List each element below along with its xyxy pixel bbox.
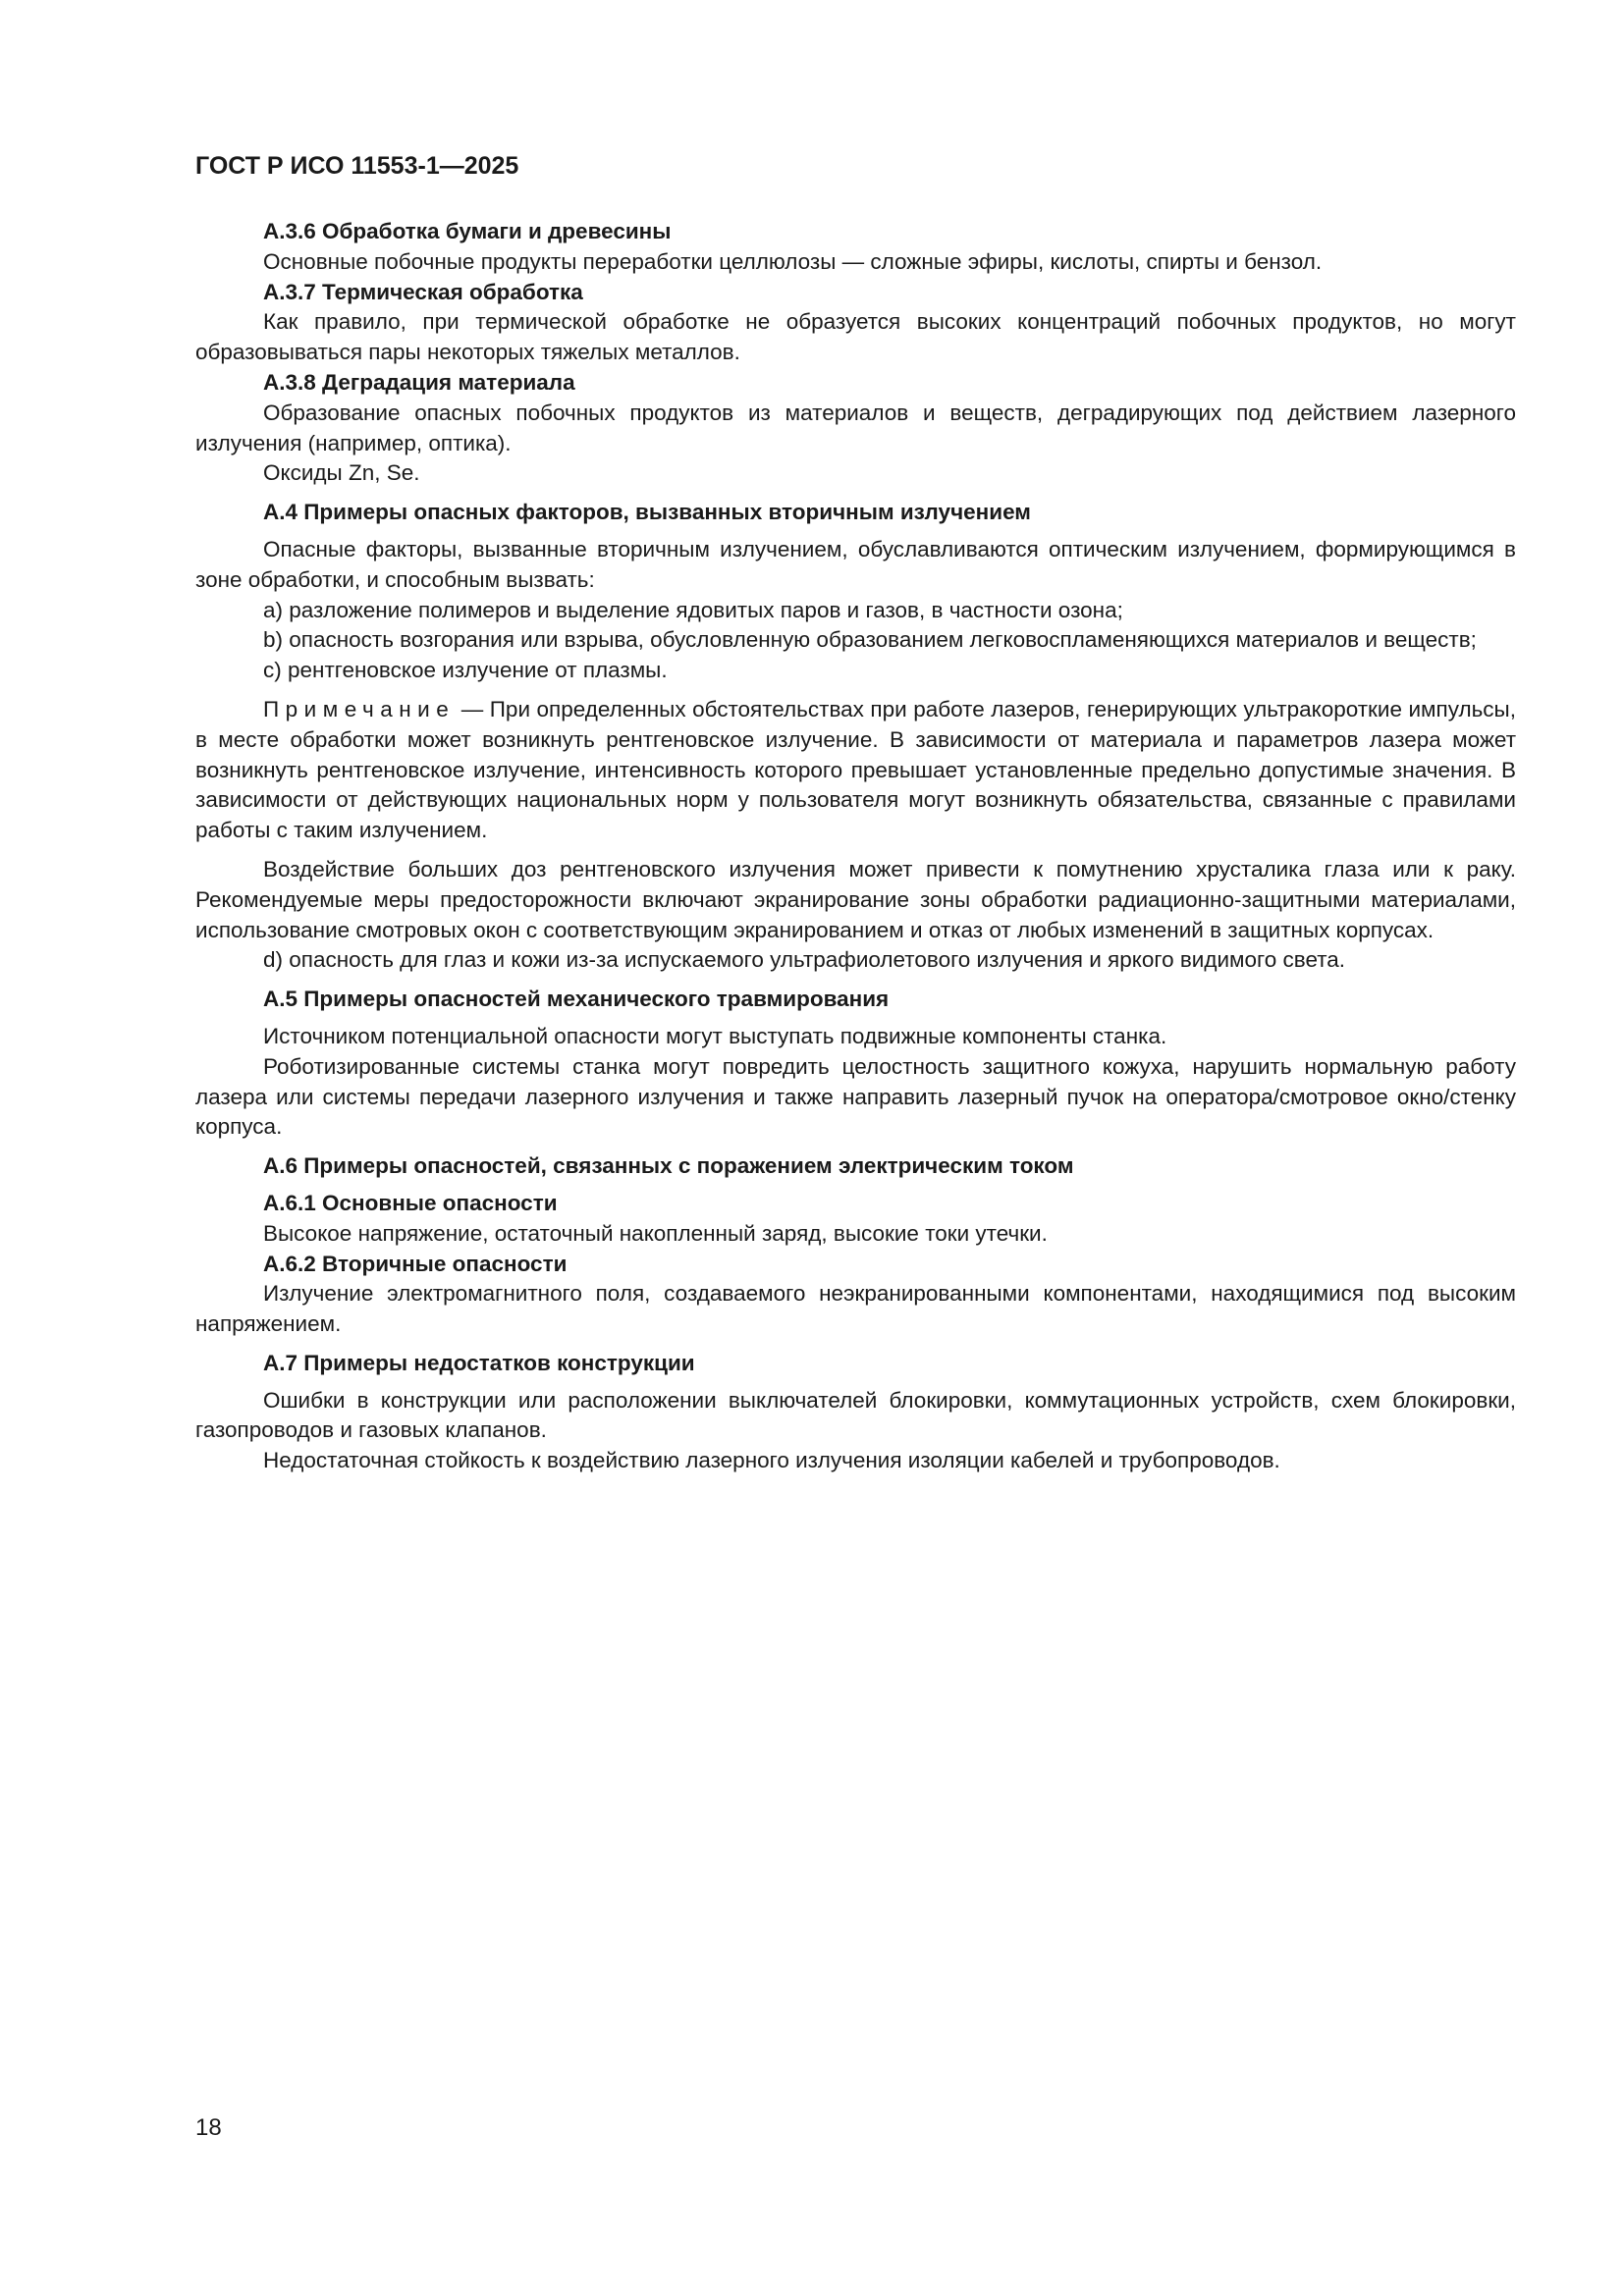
section-a4-xray-text: Воздействие больших доз рентгеновского излучения может привести к помутнению хрусталика глаза или к раку. Рекомендуемые меры предосторожности включают экранирование зоны обработки радиационно-защитными материалами, использование смотровых окон с соответствующим экранированием и отказ от любых изменений в защитных корпусах. xyxy=(195,856,1516,942)
section-a4-item-b: b) опасность возгорания или взрыва, обусловленную образованием легковоспламеняющихся материалов и веществ; xyxy=(263,627,1477,653)
note-label: Примечание xyxy=(263,696,456,721)
section-a7-text-2: Недостаточная стойкость к воздействию лазерного излучения изоляции кабелей и трубопроводов. xyxy=(263,1448,1280,1473)
section-a4-title: А.4 Примеры опасных факторов, вызванных вторичным излучением xyxy=(263,500,1031,525)
section-a4-intro: Опасные факторы, вызванные вторичным излучением, обуславливаются оптическим излучением, формирующимся в зоне обработки, и способным вызвать: xyxy=(195,536,1516,592)
section-a4-item-c: c) рентгеновское излучение от плазмы. xyxy=(263,658,668,683)
section-a61-text: Высокое напряжение, остаточный накопленный заряд, высокие токи утечки. xyxy=(263,1220,1048,1246)
document-code: ГОСТ Р ИСО 11553-1—2025 xyxy=(195,152,519,180)
section-a37-text: Как правило, при термической обработке не образуется высоких концентраций побочных продуктов, но могут образовываться пары некоторых тяжелых металлов. xyxy=(195,309,1516,365)
section-a36-text: Основные побочные продукты переработки целлюлозы — сложные эфиры, кислоты, спирты и бензол. xyxy=(263,248,1323,274)
section-a7-text-1: Ошибки в конструкции или расположении выключателей блокировки, коммутационных устройств, схем блокировки, газопроводов и газовых клапанов. xyxy=(195,1387,1516,1443)
section-a36-title: А.3.6 Обработка бумаги и древесины xyxy=(263,219,672,243)
section-a5-text-2: Роботизированные системы станка могут повредить целостность защитного кожуха, нарушить нормальную работу лазера или системы передачи лазерного излучения и также направить лазерный пучок на оператора/смотровое окно/стенку корпуса. xyxy=(195,1053,1516,1140)
section-a38-text: Образование опасных побочных продуктов из материалов и веществ, деградирующих под действием лазерного излучения (например, оптика). xyxy=(195,400,1516,455)
section-a38-text-oxides: Оксиды Zn, Se. xyxy=(263,460,420,486)
section-a5-text-1: Источником потенциальной опасности могут выступать подвижные компоненты станка. xyxy=(263,1023,1167,1048)
section-a7-title: А.7 Примеры недостатков конструкции xyxy=(263,1350,695,1375)
section-a4-item-d: d) опасность для глаз и кожи из-за испускаемого ультрафиолетового излучения и яркого видимого света. xyxy=(263,947,1346,973)
section-a62-title: А.6.2 Вторичные опасности xyxy=(263,1251,568,1276)
section-a4-note xyxy=(195,695,1516,846)
section-a62-text: Излучение электромагнитного поля, создаваемого неэкранированными компонентами, находящимися под высоким напряжением. xyxy=(195,1281,1516,1337)
section-a6-title: А.6 Примеры опасностей, связанных с поражением электрическим током xyxy=(263,1153,1074,1179)
section-a38-title: А.3.8 Деградация материала xyxy=(263,369,575,395)
page-number: 18 xyxy=(195,2114,222,2141)
section-a61-title: А.6.1 Основные опасности xyxy=(263,1190,558,1215)
section-a37-title: А.3.7 Термическая обработка xyxy=(263,279,583,304)
note-text: — При определенных обстоятельствах при работе лазеров, генерирующих ультракороткие импульсы, в месте обработки может возникнуть рентгеновское излучение. В зависимости от материала и параметров лазера может возникнуть рентгеновское излучение, интенсивность которого превышает установленные предельно допустимые значения. В зависимости от действующих национальных норм у пользователя могут возникнуть обязательства, связанные с правилами работы с таким излучением. xyxy=(195,696,1516,843)
document-page xyxy=(195,147,1516,2209)
section-a5-title: А.5 Примеры опасностей механического травмирования xyxy=(263,987,890,1012)
section-a4-item-a: a) разложение полимеров и выделение ядовитых паров и газов, в частности озона; xyxy=(263,597,1123,622)
